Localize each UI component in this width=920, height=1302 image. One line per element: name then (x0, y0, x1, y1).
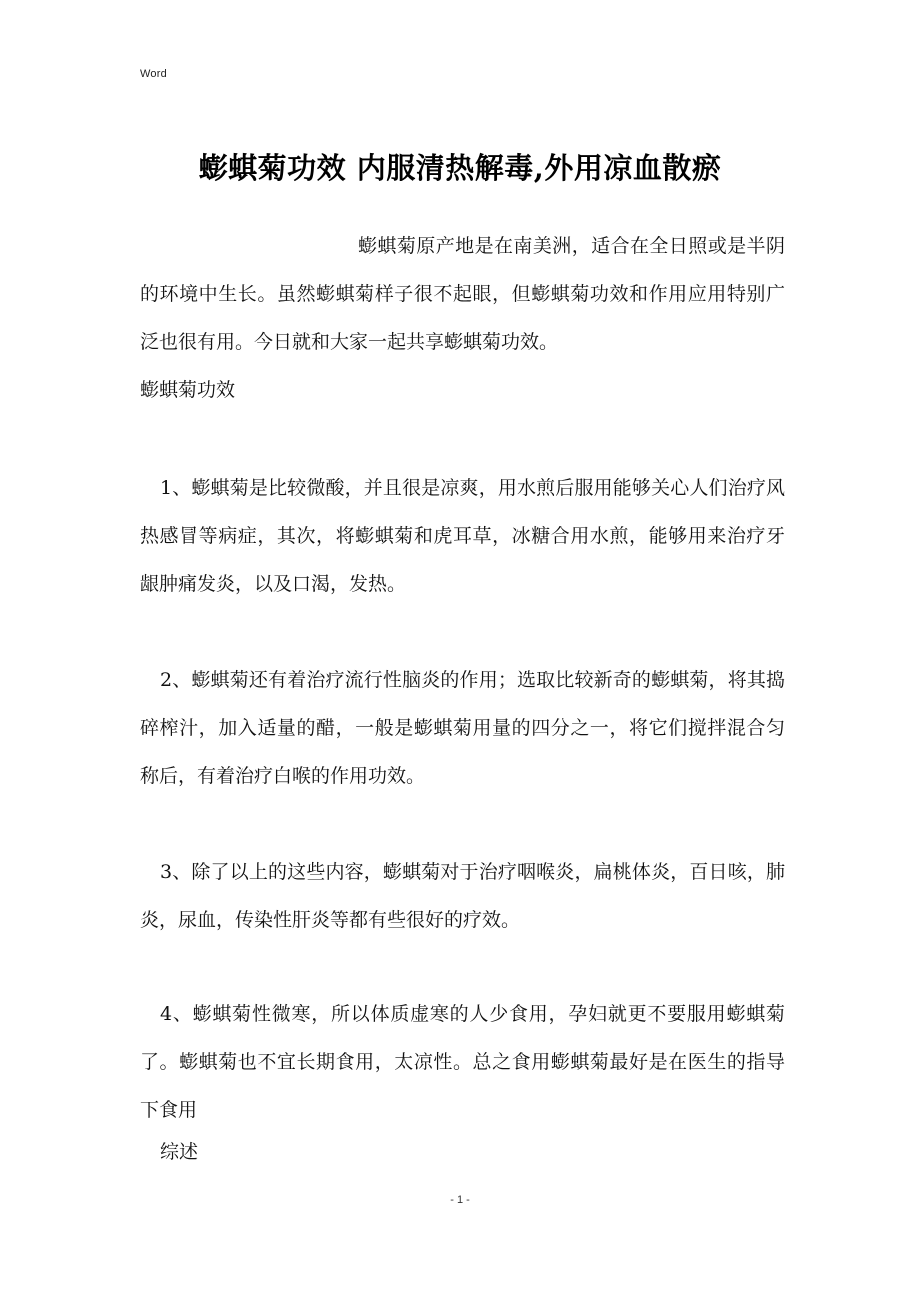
list-item: 2、蟛蜞菊还有着治疗流行性脑炎的作用；选取比较新奇的蟛蜞菊，将其捣碎榨汁，加入适量的醋，一般是蟛蜞菊用量的四分之一，将它们搅拌混合匀称后，有着治疗白喉的作用功效。 (140, 669, 785, 787)
document-title: 蟛蜞菊功效 内服清热解毒,外用凉血散瘀 (198, 151, 722, 185)
page-header-label: Word (140, 68, 167, 80)
intro-paragraph: 蟛蜞菊原产地是在南美洲，适合在全日照或是半阴的环境中生长。虽然蟛蜞菊样子很不起眼，但蟛蜞菊功效和作用应用特别广泛也很有用。今日就和大家一起共享蟛蜞菊功效。 (140, 235, 785, 353)
page-number: - 1 - (450, 1194, 470, 1206)
section-heading: 蟛蜞菊功效 (140, 379, 236, 401)
list-item: 4、蟛蜞菊性微寒，所以体质虚寒的人少食用，孕妇就更不要服用蟛蜞菊了。蟛蜞菊也不宜长期食用，太凉性。总之食用蟛蜞菊最好是在医生的指导下食用 (140, 1003, 785, 1121)
summary-heading: 综述 (160, 1141, 199, 1163)
list-item: 3、除了以上的这些内容，蟛蜞菊对于治疗咽喉炎，扁桃体炎，百日咳，肺炎，尿血，传染性肝炎等都有些很好的疗效。 (140, 861, 785, 931)
list-item: 1、蟛蜞菊是比较微酸，并且很是凉爽，用水煎后服用能够关心人们治疗风热感冒等病症，其次，将蟛蜞菊和虎耳草，冰糖合用水煎，能够用来治疗牙龈肿痛发炎，以及口渴，发热。 (140, 477, 785, 595)
